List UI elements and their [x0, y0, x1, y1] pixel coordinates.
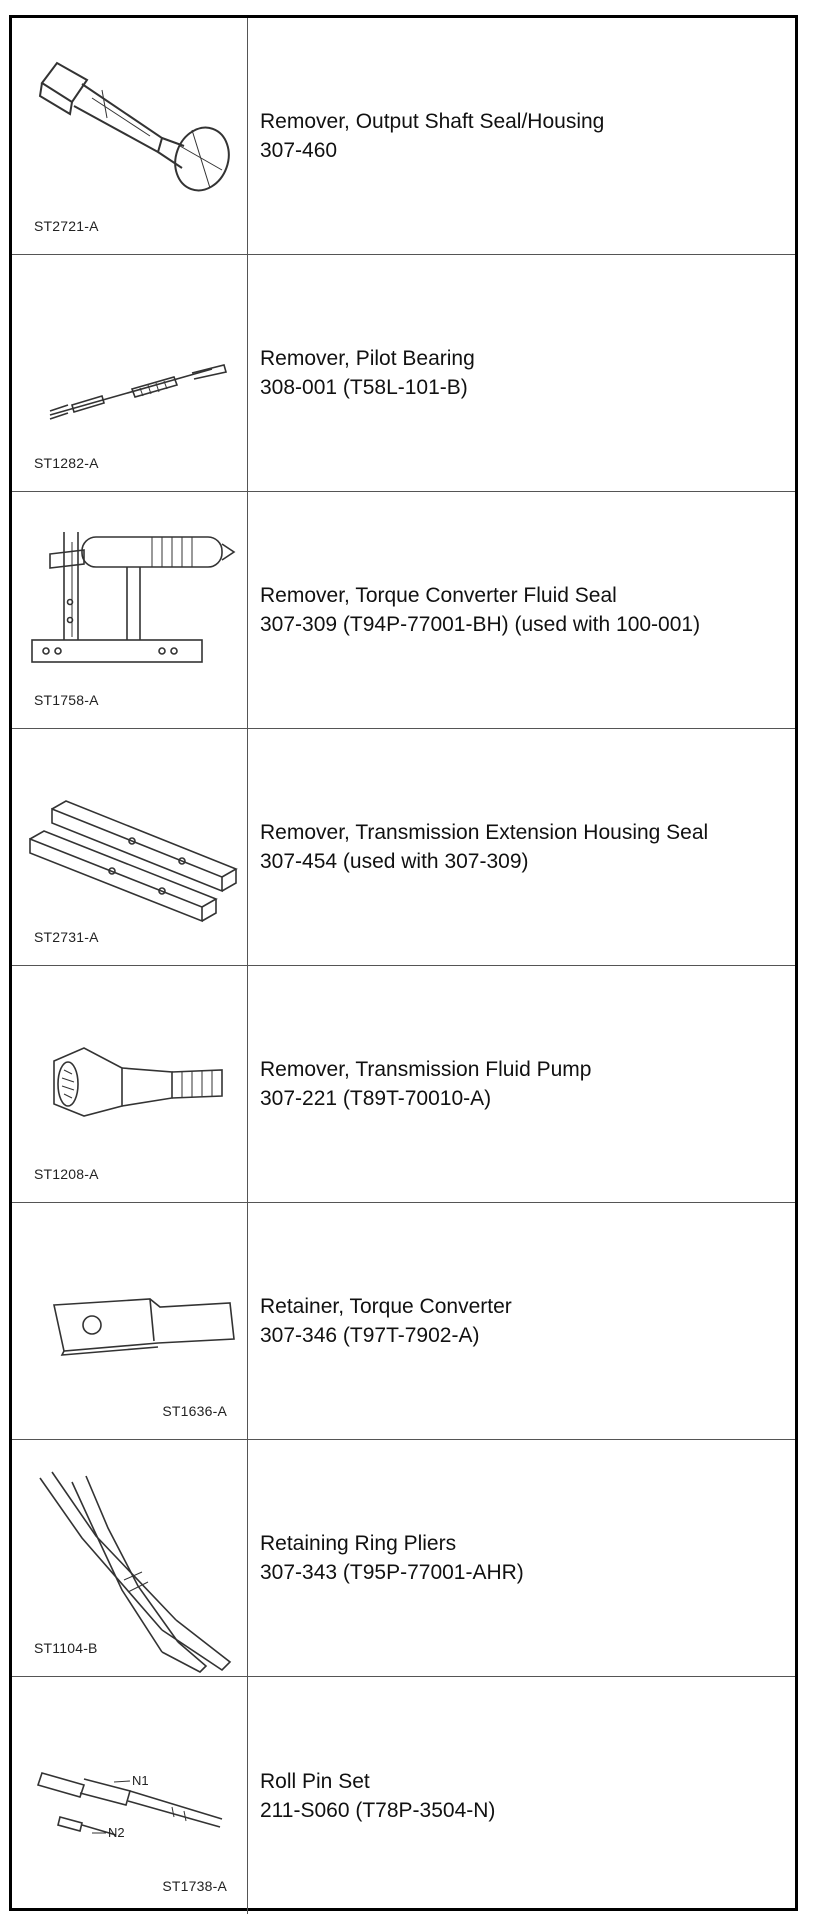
tool-number: 307-221 (T89T-70010-A) [260, 1087, 492, 1110]
tool-number: 307-454 (used with 307-309) [260, 850, 529, 873]
tool-name: Remover, Transmission Extension Housing Seal [260, 821, 709, 844]
tool-row [12, 1677, 795, 1914]
illustration-code: ST1282-A [34, 455, 99, 471]
tool-name: Remover, Torque Converter Fluid Seal [260, 584, 617, 607]
tool-description [260, 966, 790, 1202]
tool-description [260, 255, 790, 491]
tool-description [260, 1677, 790, 1914]
illustration-code: ST1738-A [162, 1878, 227, 1894]
tool-name: Remover, Transmission Fluid Pump [260, 1058, 592, 1081]
tool-number: 308-001 (T58L-101-B) [260, 376, 468, 399]
tool-description [260, 492, 790, 728]
tool-illustration-cell [12, 1677, 248, 1914]
tool-number: 211-S060 (T78P-3504-N) [260, 1798, 496, 1822]
tool-illustration-cell [12, 492, 248, 728]
tool-row [12, 18, 795, 255]
tool-row [12, 966, 795, 1203]
tool-name: Retaining Ring Pliers [260, 1532, 457, 1555]
tool-description [260, 18, 790, 254]
tool-illustration-cell [12, 966, 248, 1202]
callout-label: N1 [132, 1773, 149, 1788]
tool-name: Remover, Pilot Bearing [260, 347, 475, 370]
tool-number: 307-343 (T95P-77001-AHR) [260, 1561, 524, 1584]
illustration-code: ST1758-A [34, 692, 99, 708]
illustration-code: ST1208-A [34, 1166, 99, 1182]
tool-illustration-cell [12, 255, 248, 491]
illustration-code: ST1636-A [162, 1403, 227, 1419]
special-tools-table [9, 15, 798, 1911]
illustration-code: ST1104-B [34, 1640, 98, 1656]
tool-description [260, 1203, 790, 1439]
tool-row [12, 1440, 795, 1677]
tool-name: Retainer, Torque Converter [260, 1295, 512, 1318]
tool-name: Remover, Output Shaft Seal/Housing [260, 110, 605, 133]
tool-row [12, 729, 795, 966]
tool-illustration-cell [12, 1440, 248, 1676]
tool-row [12, 255, 795, 492]
tool-row [12, 492, 795, 729]
tool-number: 307-460 [260, 139, 338, 162]
tool-illustration-cell [12, 1203, 248, 1439]
tool-number: 307-309 (T94P-77001-BH) (used with 100-001) [260, 613, 701, 636]
tool-description [260, 1440, 790, 1676]
tool-illustration-cell [12, 18, 248, 254]
tool-number: 307-346 (T97T-7902-A) [260, 1324, 480, 1347]
illustration-code: ST2731-A [34, 929, 99, 945]
tool-row [12, 1203, 795, 1440]
tool-name: Roll Pin Set [260, 1769, 370, 1793]
callout-label: N2 [108, 1825, 125, 1840]
tool-illustration-cell [12, 729, 248, 965]
tool-description [260, 729, 790, 965]
illustration-code: ST2721-A [34, 218, 99, 234]
